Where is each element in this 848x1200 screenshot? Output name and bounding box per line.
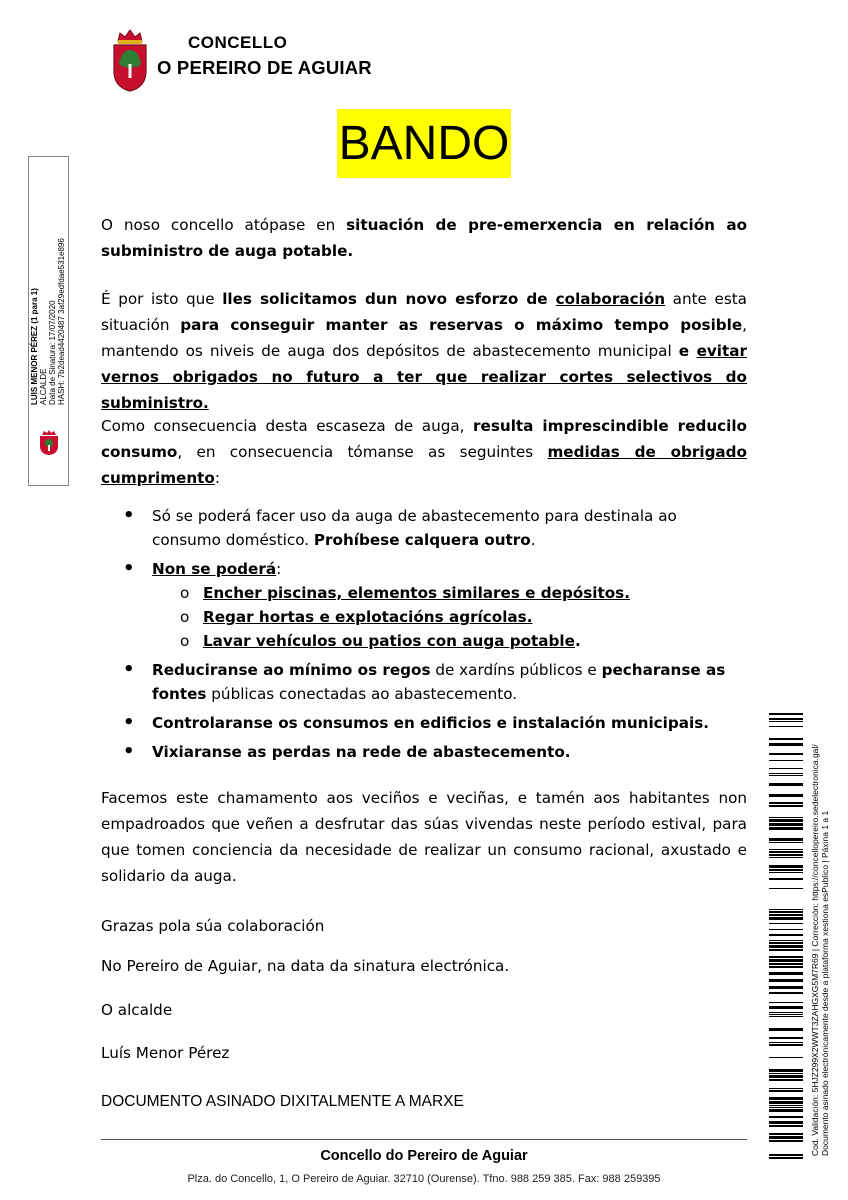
text-span: públicas conectadas ao abastecemento. <box>206 685 518 703</box>
footer-org-name: Concello do Pereiro de Aguiar <box>320 1148 528 1164</box>
barcode-bar <box>769 917 803 920</box>
barcode-bar <box>769 986 803 989</box>
barcode-bar <box>769 1069 803 1072</box>
text-span: : <box>276 560 282 578</box>
bold-span: Prohíbese calquera outro <box>313 531 531 549</box>
barcode-bar <box>769 823 803 826</box>
barcode-bar <box>769 1090 803 1092</box>
barcode-bar <box>769 1028 803 1031</box>
barcode-bar <box>769 872 803 873</box>
barcode-bar <box>769 857 803 858</box>
sublist-item <box>152 629 747 653</box>
barcode-bar <box>769 1057 803 1058</box>
barcode-bar <box>769 979 803 982</box>
barcode-bar <box>769 1105 803 1106</box>
bold-span: . <box>574 632 581 650</box>
barcode-bar <box>769 1042 803 1043</box>
barcode-bar <box>769 1154 803 1156</box>
barcode-bar <box>769 1101 803 1104</box>
barcode-bar <box>769 827 803 830</box>
barcode-bar <box>769 842 803 843</box>
barcode-bar <box>769 775 803 776</box>
barcode-bar <box>769 940 803 941</box>
place-date-line: No Pereiro de Aguiar, na data da sinatura electrónica. <box>101 957 510 975</box>
barcode-bar <box>769 914 803 916</box>
barcode-bar <box>769 802 803 804</box>
barcode-bar <box>769 945 803 948</box>
barcode-bar <box>769 794 803 797</box>
barcode-bar <box>769 718 803 720</box>
barcode-bar <box>769 972 803 975</box>
text-span: . <box>530 531 536 549</box>
bold-span: pecharanse as fontes <box>152 661 726 703</box>
text-span: É por isto que <box>101 290 223 308</box>
paragraph-measures-intro <box>101 413 747 491</box>
bold-underlined-span: Lavar vehículos ou patios con auga potable <box>203 632 575 650</box>
text-span: , mantendo os niveis de auga dos depósitos de abastecemento municipal <box>101 316 747 360</box>
barcode-bar <box>769 1006 803 1009</box>
list-item <box>101 711 747 735</box>
barcode-bar <box>769 942 803 944</box>
stamp-role: ALCALDE <box>39 368 48 405</box>
barcode-bar <box>769 949 803 951</box>
barcode-bar <box>769 713 803 715</box>
barcode-bar <box>769 923 803 924</box>
measures-list <box>101 504 747 769</box>
bold-span: e <box>678 342 697 360</box>
barcode-bar <box>769 1079 803 1081</box>
text-span: Como consecuencia desta escaseza de auga, <box>101 417 474 435</box>
barcode-bar <box>769 726 803 727</box>
barcode-bar <box>769 1012 803 1013</box>
barcode-bar <box>769 1073 803 1074</box>
barcode-bar <box>769 865 803 868</box>
sublist-item <box>152 581 747 605</box>
barcode-bar <box>769 1121 803 1124</box>
barcode-bar <box>769 851 803 853</box>
barcode-bar <box>769 869 803 871</box>
barcode-bar <box>769 849 803 850</box>
barcode-bar <box>769 1133 803 1135</box>
barcode-bar <box>769 817 803 818</box>
barcode-bar <box>769 909 803 910</box>
text-span: ante esta situación <box>101 290 747 334</box>
bold-span: Vixiaranse as perdas na rede de abastecemento. <box>152 743 571 761</box>
paragraph-intro <box>101 212 747 264</box>
bold-underlined-span: Regar hortas e explotacións agrícolas. <box>203 608 533 626</box>
validation-barcode <box>769 713 803 1159</box>
org-name-line1: CONCELLO <box>188 33 288 52</box>
bold-underlined-span: Non se poderá <box>152 560 277 578</box>
stamp-date: Data de Sinatura: 17/07/2020 <box>48 300 57 405</box>
stamp-hash: HASH: 7b2dead4420487 3af29edfdae531e896 <box>57 238 66 405</box>
barcode-bar <box>769 888 803 889</box>
sublist-item <box>152 605 747 629</box>
bold-underlined-span: colaboración <box>555 290 666 308</box>
list-item <box>101 557 747 653</box>
validation-code: Cod. Validación: 5HJZ299X2WWT3ZAHGXG5M7R69 | Corrección: https://concellopereiro.sedelectronica.gal/ <box>810 744 820 1156</box>
prohibitions-sublist <box>152 581 747 653</box>
barcode-bar <box>769 760 803 761</box>
bold-underlined-span: Encher piscinas, elementos similares e depósitos. <box>203 584 630 602</box>
paragraph-request <box>101 286 747 416</box>
barcode-bar <box>769 1016 803 1017</box>
barcode-bar <box>769 1014 803 1015</box>
barcode-bar <box>769 1109 803 1112</box>
barcode-bar <box>769 1136 803 1139</box>
barcode-bar <box>769 1097 803 1100</box>
barcode-bar <box>769 819 803 822</box>
signer-role: O alcalde <box>101 1001 173 1019</box>
barcode-bar <box>769 1125 803 1127</box>
barcode-bar <box>769 743 803 746</box>
barcode-bar <box>769 1140 803 1142</box>
barcode-bar <box>769 963 803 965</box>
barcode-bar <box>769 783 803 786</box>
text-span: , en consecuencia tómanse as seguintes <box>177 443 548 461</box>
municipal-crest-logo <box>110 27 150 93</box>
bold-underlined-span: medidas de obrigado cumprimento <box>101 443 747 487</box>
barcode-bar <box>769 1116 803 1118</box>
barcode-bar <box>769 1088 803 1089</box>
document-title: BANDO <box>338 117 510 170</box>
bold-span: situación de pre-emerxencia en relación ao subministro de auga potable. <box>101 216 748 260</box>
footer-address: Plza. do Concello, 1, O Pereiro de Aguiar. 32710 (Ourense). Tfno. 988 259 385. Fax: 988 259395 <box>187 1173 661 1185</box>
bold-span: Reduciranse ao mínimo os regos <box>152 661 431 679</box>
barcode-bar <box>769 956 803 958</box>
barcode-bar <box>769 738 803 740</box>
stamp-crest-icon <box>36 430 62 456</box>
list-item <box>101 504 747 552</box>
crown-icon <box>118 30 142 44</box>
bold-span: para conseguir manter as reservas o máximo tempo posible <box>180 316 743 334</box>
text-span: de xardíns públicos e <box>430 661 602 679</box>
barcode-bar <box>769 1157 803 1159</box>
list-item <box>101 658 747 706</box>
barcode-bar <box>769 1044 803 1046</box>
barcode-bar <box>769 992 803 994</box>
barcode-bar <box>769 966 803 968</box>
barcode-bar <box>769 878 803 880</box>
bold-span: Controlaranse os consumos en edificios e instalación municipais. <box>152 714 710 732</box>
validation-platform: Documento asinado electrónicamente desde a plataforma xestiona esPublico | Páxina 1 a 1 <box>820 810 830 1156</box>
text-span: O noso concello atópase en <box>101 216 347 234</box>
barcode-bar <box>769 854 803 856</box>
barcode-bar <box>769 1075 803 1078</box>
barcode-bar <box>769 1002 803 1003</box>
bold-span: lles solicitamos dun novo esforzo de <box>222 290 556 308</box>
barcode-bar <box>769 934 803 936</box>
barcode-bar <box>769 768 803 769</box>
barcode-bar <box>769 753 803 755</box>
barcode-bar <box>769 773 803 774</box>
signer-name: Luís Menor Pérez <box>101 1044 230 1062</box>
org-name-line2: O PEREIRO DE AGUIAR <box>157 57 372 78</box>
digital-signature-note: DOCUMENTO ASINADO DIXITALMENTE A MARXE <box>101 1093 464 1110</box>
barcode-bar <box>769 721 803 722</box>
barcode-bar <box>769 1107 803 1108</box>
footer-divider <box>101 1139 747 1140</box>
list-item <box>101 740 747 764</box>
barcode-bar <box>769 929 803 930</box>
bold-span: resulta imprescindible reducilo consumo <box>101 417 747 461</box>
barcode-bar <box>769 1037 803 1039</box>
barcode-bar <box>769 959 803 962</box>
stamp-signer: LUIS MENOR PÉREZ (1 para 1) <box>30 288 39 405</box>
thanks-line: Grazas pola súa colaboración <box>101 917 325 935</box>
barcode-bar <box>769 805 803 807</box>
barcode-bar <box>769 838 803 841</box>
paragraph-appeal: Facemos este chamamento aos veciños e veciñas, e tamén aos habitantes non empadroados que veñen a desfrutar das súas vivendas neste período estival, para que tomen conciencia da necesidade de realizar un consumo racional, axustado e solidario da auga. <box>101 789 747 885</box>
bold-underlined-span: evitar vernos obrigados no futuro a ter que realizar cortes selectivos do subministro. <box>101 342 747 412</box>
text-span: : <box>214 469 220 487</box>
barcode-bar <box>769 911 803 913</box>
text-span: Só se poderá facer uso da auga de abastecemento para destinala ao consumo doméstico. <box>152 507 677 549</box>
